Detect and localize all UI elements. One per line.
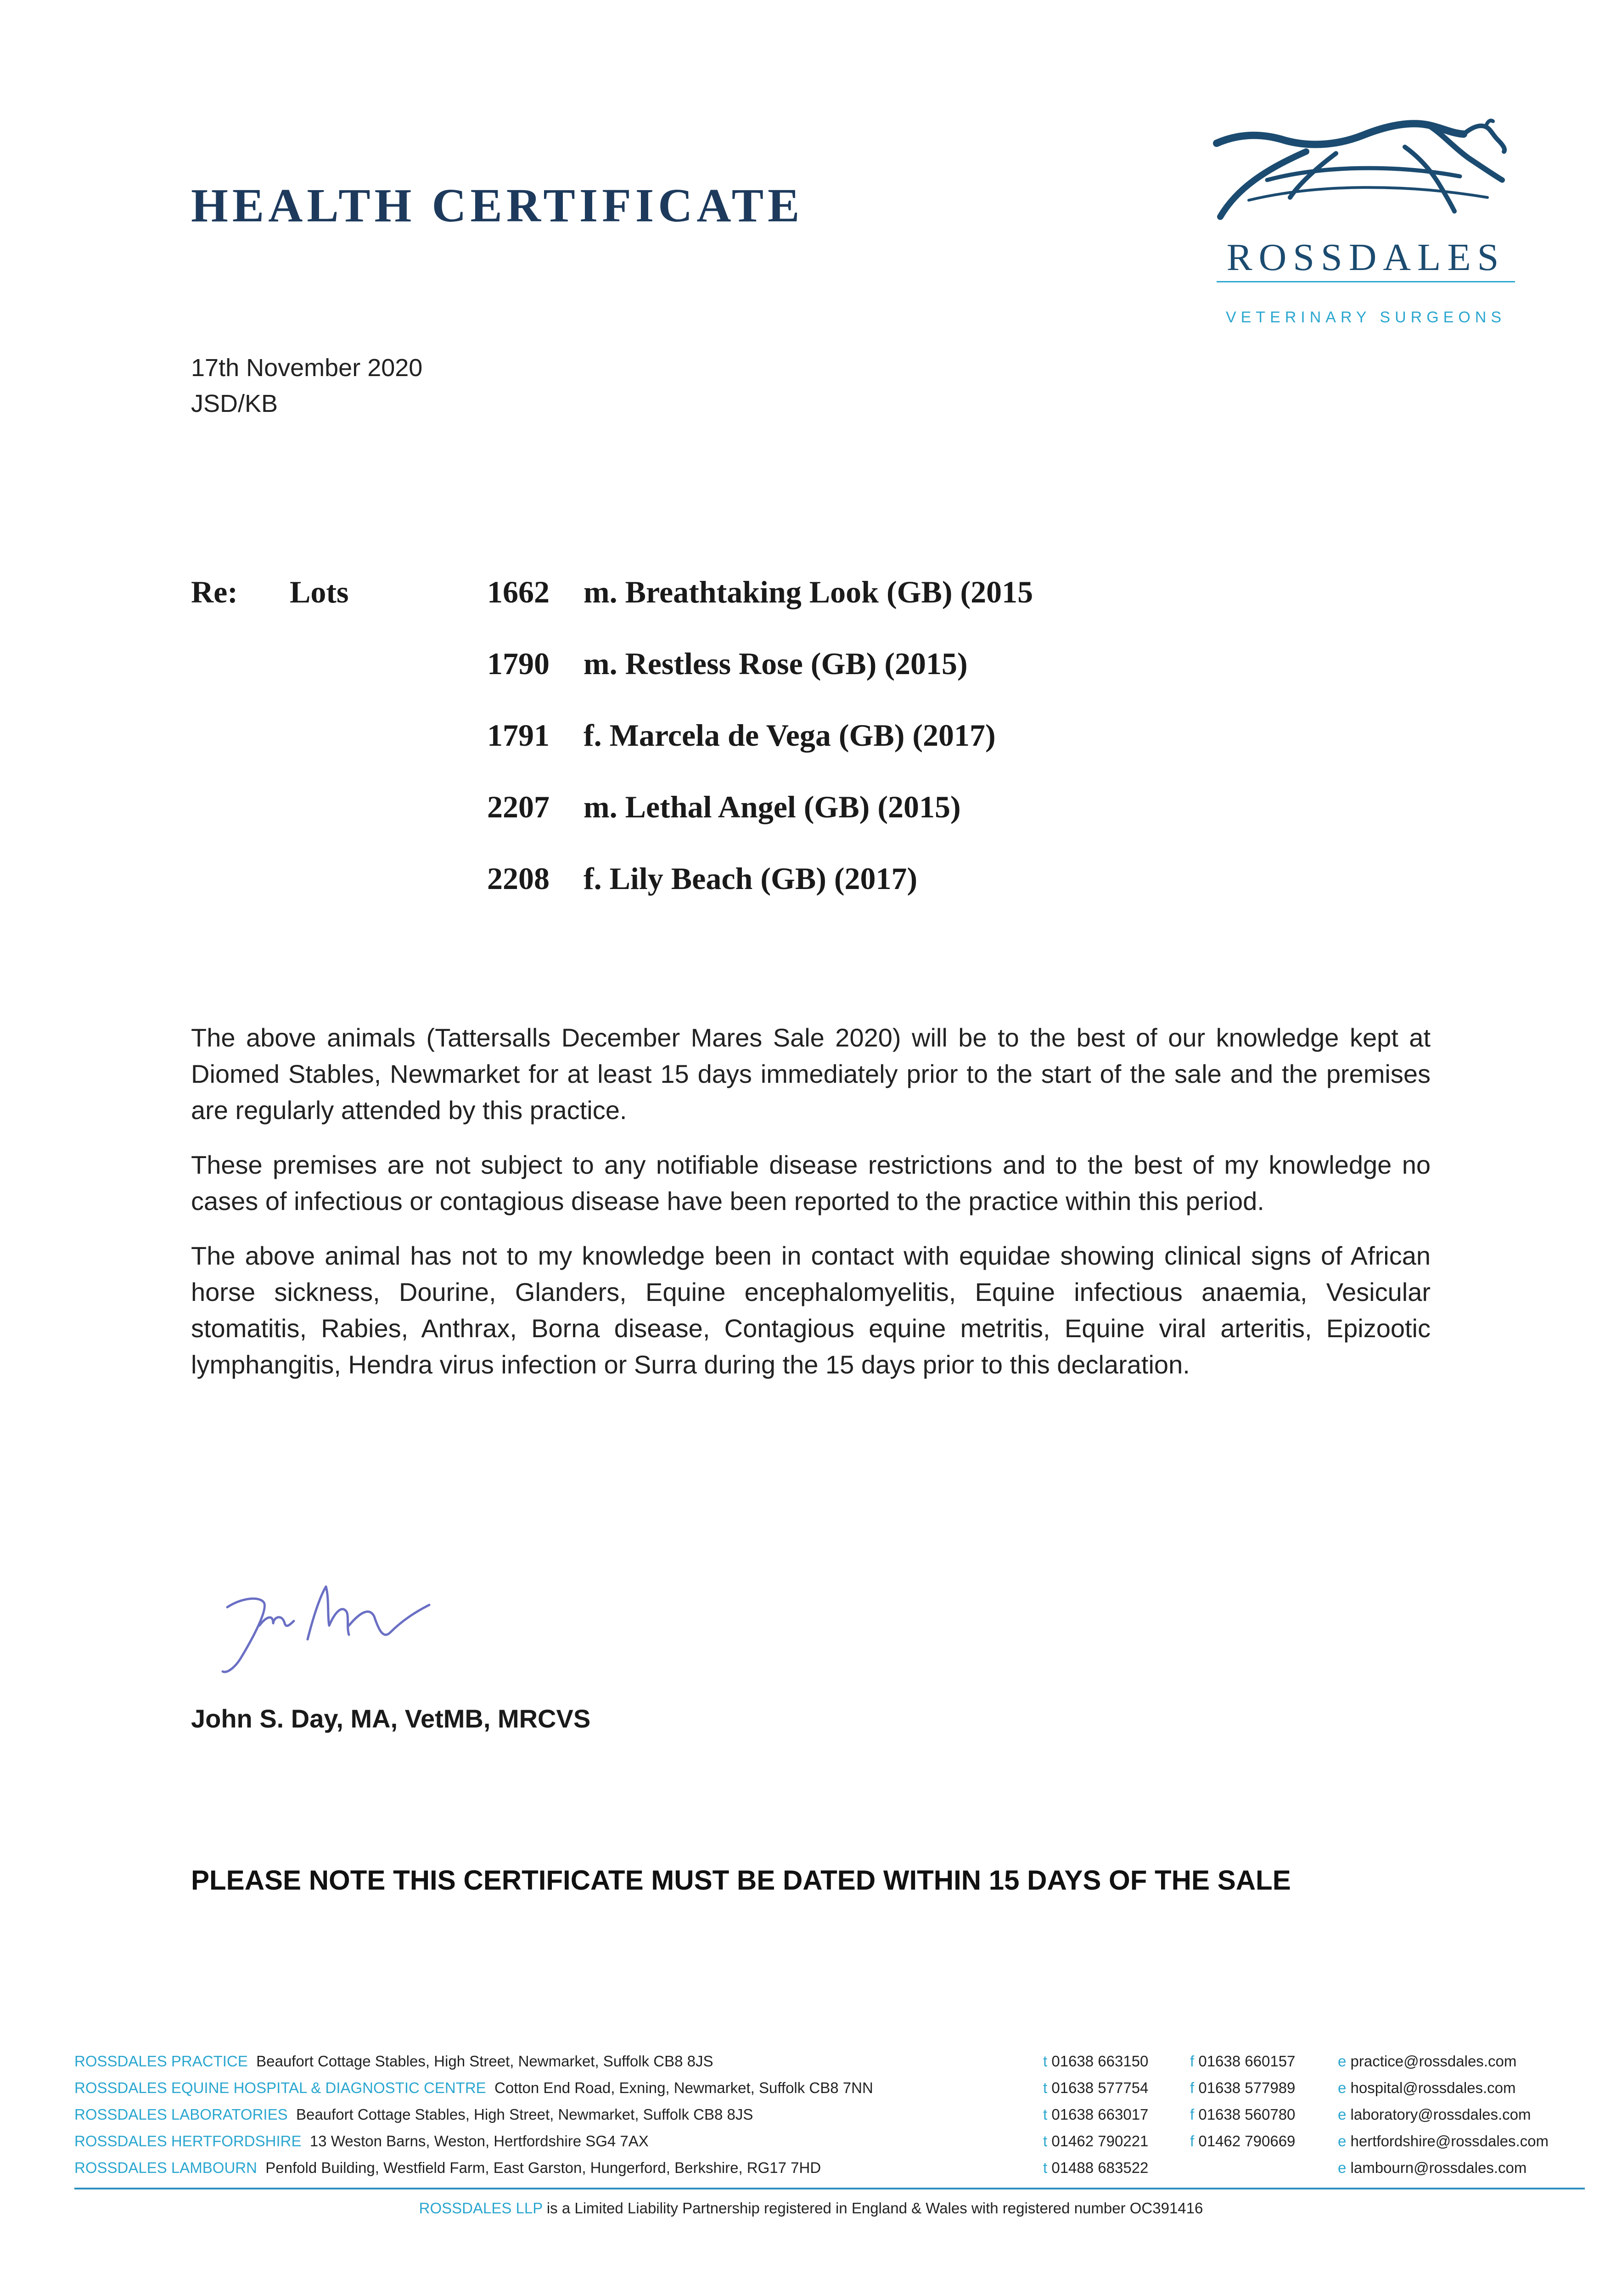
horse-name: m. Breathtaking Look (GB) (2015	[584, 574, 1033, 609]
email-label: e	[1338, 2079, 1347, 2096]
lot-number: 1662	[487, 574, 550, 609]
office-address: Cotton End Road, Exning, Newmarket, Suffolk CB8 7NN	[494, 2079, 873, 2096]
footer-divider	[74, 2188, 1585, 2189]
office-email[interactable]: hospital@rossdales.com	[1350, 2079, 1516, 2096]
lot-number: 1790	[487, 646, 550, 681]
horse-name: f. Marcela de Vega (GB) (2017)	[584, 718, 996, 753]
office-address: Beaufort Cottage Stables, High Street, Newmarket, Suffolk CB8 8JS	[256, 2053, 713, 2070]
handwritten-signature	[209, 1570, 448, 1681]
lot-number: 2207	[487, 789, 550, 824]
office-fax: 01462 790669	[1198, 2133, 1296, 2150]
logo-wordmark: ROSSDALES	[1226, 236, 1505, 279]
office-name: ROSSDALES PRACTICE	[74, 2053, 248, 2070]
office-fax: 01638 577989	[1198, 2079, 1296, 2096]
office-tel: 01638 663017	[1051, 2106, 1149, 2123]
tel-label: t	[1043, 2106, 1048, 2123]
office-tel: 01638 577754	[1051, 2079, 1149, 2096]
office-row	[74, 2053, 1517, 2079]
office-fax: 01638 660157	[1198, 2053, 1296, 2070]
office-tel: 01462 790221	[1051, 2133, 1149, 2150]
horse-name: m. Lethal Angel (GB) (2015)	[584, 789, 961, 824]
office-email[interactable]: lambourn@rossdales.com	[1350, 2159, 1527, 2176]
reference-code: JSD/KB	[191, 390, 278, 417]
office-email[interactable]: hertfordshire@rossdales.com	[1350, 2133, 1549, 2150]
email-label: e	[1338, 2159, 1347, 2176]
important-note: PLEASE NOTE THIS CERTIFICATE MUST BE DATED WITHIN 15 DAYS OF THE SALE	[191, 1865, 1291, 1896]
email-label: e	[1338, 2053, 1347, 2070]
fax-label: f	[1190, 2133, 1195, 2150]
re-label: Re:	[191, 574, 238, 609]
paragraph-premises: The above animals (Tattersalls December Mares Sale 2020) will be to the best of our knowledge kept at Diomed Stables, Newmarket for at least 15 days immediately prior to the start of the sale and the premises are regularly attended by this practice.	[191, 1023, 1431, 1125]
office-email[interactable]: practice@rossdales.com	[1350, 2053, 1517, 2070]
horse-logo-icon	[1217, 121, 1504, 217]
fax-label: f	[1190, 2053, 1195, 2070]
office-name: ROSSDALES LABORATORIES	[74, 2106, 288, 2123]
certificate-body	[191, 1019, 1431, 1401]
tel-label: t	[1043, 2079, 1048, 2096]
email-label: e	[1338, 2106, 1347, 2123]
lot-number: 2208	[487, 861, 550, 896]
horse-name: m. Restless Rose (GB) (2015)	[584, 646, 968, 681]
rossdales-logo	[1212, 115, 1515, 335]
tel-label: t	[1043, 2133, 1048, 2150]
office-fax: 01638 560780	[1198, 2106, 1296, 2123]
lot-number: 1791	[487, 718, 550, 753]
letter-date: 17th November 2020	[191, 354, 423, 382]
office-row	[74, 2159, 1527, 2186]
paragraph-contact: The above animal has not to my knowledge been in contact with equidae showing clinical signs of African horse sickness, Dourine, Glanders, Equine encephalomyelitis, Equine infectious anaemia, Vesicular stomatitis, Rabies, Anthrax, Borna disease, Contagious equine metritis, Equine viral arteritis, Epizootic lymphangitis, Hendra virus infection or Surra during the 15 days prior to this declaration.	[191, 1241, 1431, 1379]
logo-tagline: VETERINARY SURGEONS	[1225, 309, 1506, 326]
llp-statement	[0, 2200, 1622, 2217]
paragraph-restrictions: These premises are not subject to any notifiable disease restrictions and to the best of my knowledge no cases of infectious or contagious disease have been reported to the practice within this period.	[191, 1150, 1431, 1216]
office-row	[74, 2133, 1549, 2159]
signer-name: John S. Day, MA, VetMB, MRCVS	[191, 1704, 591, 1733]
email-label: e	[1338, 2133, 1347, 2150]
office-name: ROSSDALES EQUINE HOSPITAL & DIAGNOSTIC CENTRE	[74, 2079, 486, 2096]
logo-rule	[1217, 281, 1515, 282]
fax-label: f	[1190, 2079, 1195, 2096]
llp-name: ROSSDALES LLP	[419, 2200, 543, 2217]
office-address: Beaufort Cottage Stables, High Street, Newmarket, Suffolk CB8 8JS	[296, 2106, 753, 2123]
lots-label: Lots	[290, 574, 349, 609]
reference-block	[191, 350, 422, 422]
office-address: 13 Weston Barns, Weston, Hertfordshire SG4 7AX	[309, 2133, 649, 2150]
office-tel: 01488 683522	[1051, 2159, 1149, 2176]
office-name: ROSSDALES HERTFORDSHIRE	[74, 2133, 302, 2150]
office-name: ROSSDALES LAMBOURN	[74, 2159, 257, 2176]
fax-label: f	[1190, 2106, 1195, 2123]
office-email[interactable]: laboratory@rossdales.com	[1350, 2106, 1531, 2123]
tel-label: t	[1043, 2053, 1048, 2070]
document-title: HEALTH CERTIFICATE	[191, 179, 804, 232]
tel-label: t	[1043, 2159, 1048, 2176]
office-tel: 01638 663150	[1051, 2053, 1149, 2070]
office-row	[74, 2079, 1516, 2106]
office-row	[74, 2106, 1531, 2133]
office-address: Penfold Building, Westfield Farm, East Garston, Hungerford, Berkshire, RG17 7HD	[265, 2159, 821, 2176]
llp-text: is a Limited Liability Partnership registered in England & Wales with registered number OC391416	[546, 2200, 1203, 2217]
horse-name: f. Lily Beach (GB) (2017)	[584, 861, 918, 896]
